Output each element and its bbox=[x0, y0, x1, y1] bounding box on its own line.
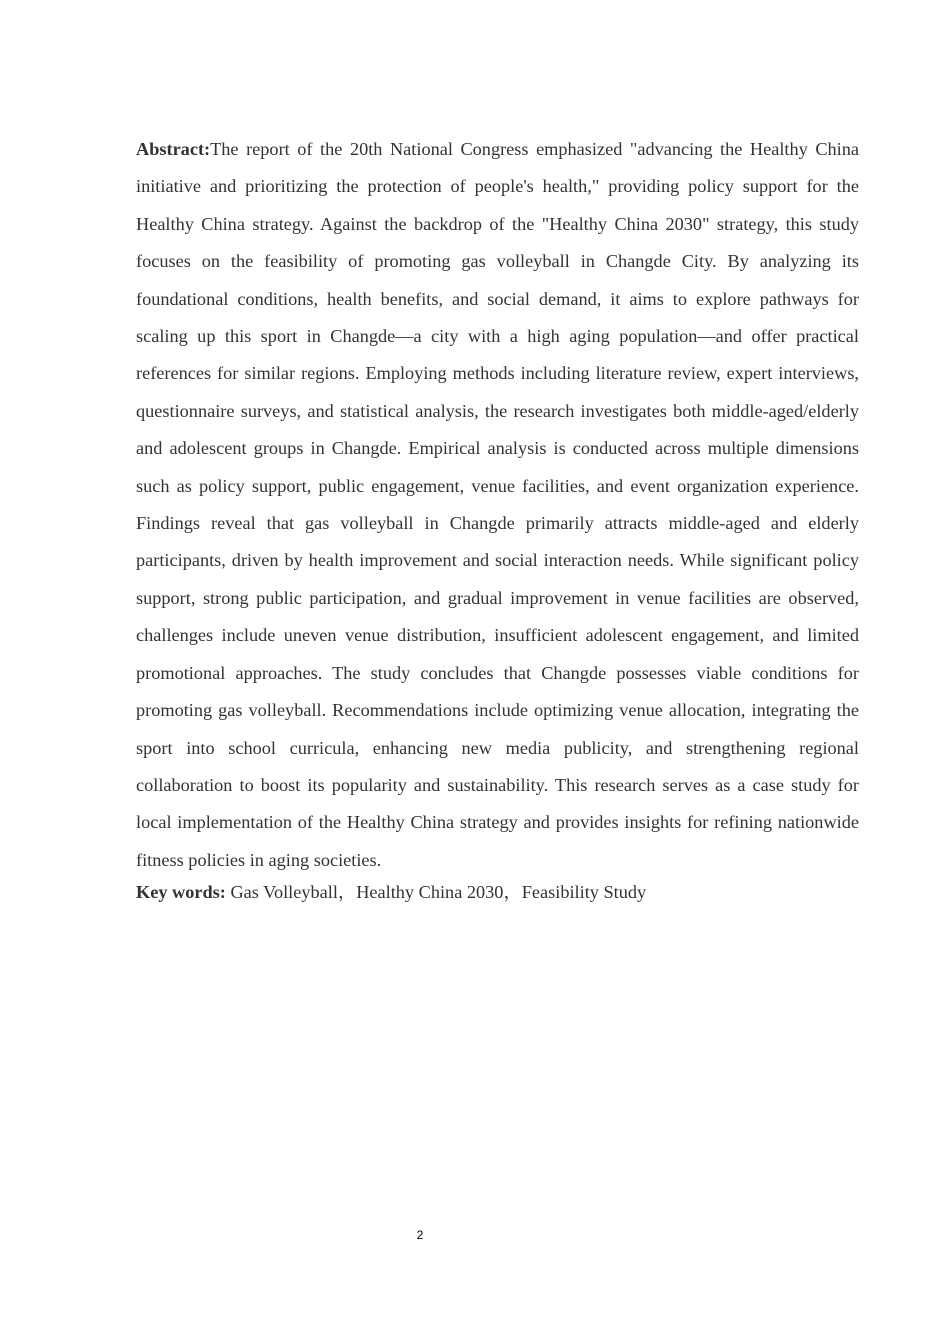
abstract-paragraph bbox=[136, 131, 859, 879]
keywords-label: Key words: bbox=[136, 882, 226, 903]
abstract-label: Abstract: bbox=[136, 139, 211, 159]
abstract-text: The report of the 20th National Congress emphasized "advancing the Healthy China initiative and prioritizing the protection of people's health," providing policy support for the Healthy China strategy. Against the backdrop of the "Healthy China 2030" strategy, this study focuses on the feasibility of promoting gas volleyball in Changde City. By analyzing its foundational conditions, health benefits, and social demand, it aims to explore pathways for scaling up this sport in Changde—a city with a high aging population—and offer practical references for similar regions. Employing methods including literature review, expert interviews, questionnaire surveys, and statistical analysis, the research investigates both middle-aged/elderly and adolescent groups in Changde. Empirical analysis is conducted across multiple dimensions such as policy support, public engagement, venue facilities, and event organization experience. Findings reveal that gas volleyball in Changde primarily attracts middle-aged and elderly participants, driven by health improvement and social interaction needs. While significant policy support, strong public participation, and gradual improvement in venue facilities are observed, challenges include uneven venue distribution, insufficient adolescent engagement, and limited promotional approaches. The study concludes that Changde possesses viable conditions for promoting gas volleyball. Recommendations include optimizing venue allocation, integrating the sport into school curricula, enhancing new media publicity, and strengthening regional collaboration to boost its popularity and sustainability. This research serves as a case study for local implementation of the Healthy China strategy and provides insights for refining nationwide fitness policies in aging societies. bbox=[136, 139, 859, 870]
page-number: 2 bbox=[416, 1228, 424, 1242]
keywords-text: Gas Volleyball，Healthy China 2030，Feasibility Study bbox=[225, 882, 647, 903]
abstract-section bbox=[136, 131, 859, 907]
keywords-paragraph bbox=[136, 877, 859, 907]
